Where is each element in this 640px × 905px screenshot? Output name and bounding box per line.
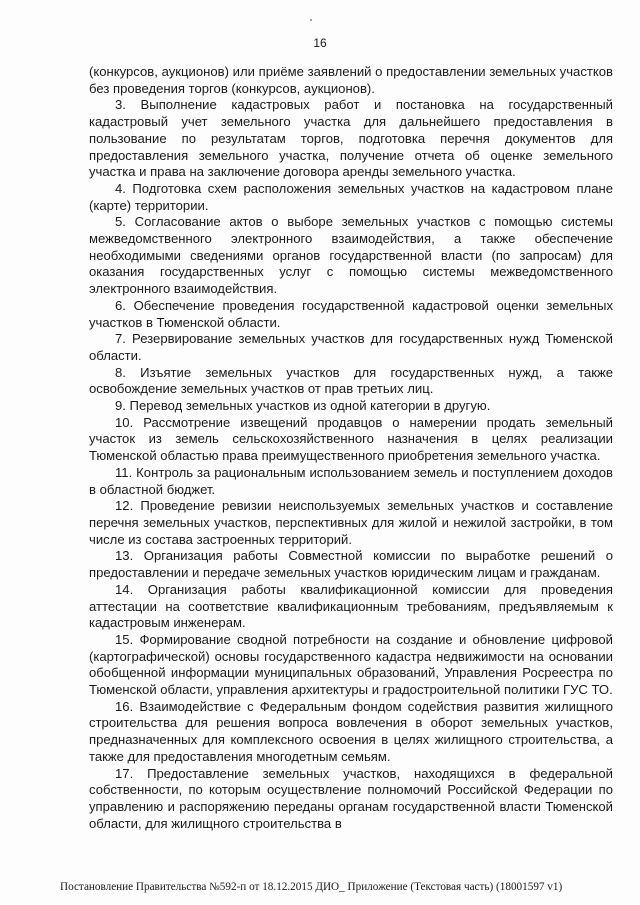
paragraph-continuation: (конкурсов, аукционов) или приёме заявлений о предоставлении земельных участков без проведения торгов (конкурсов, аукционов). [89, 64, 613, 96]
document-footer: Постановление Правительства №592-п от 18.12.2015 ДИО_ Приложение (Текстовая часть) (18001597 v1) [60, 881, 563, 893]
paragraph-item-6: 6. Обеспечение проведения государственной кадастровой оценки земельных участков в Тюменской области. [89, 297, 613, 330]
document-body [89, 64, 613, 832]
page-number: 16 [313, 36, 327, 50]
paragraph-item-15: 15. Формирование сводной потребности на создание и обновление цифровой (картографической) основы государственного кадастра недвижимости на основании обобщенной информации муниципальных образований, Управления Росреестра по Тюменской области, управления архитектуры и градостроительной политики ГУС ТО. [89, 631, 613, 698]
scan-speck [310, 19, 312, 21]
paragraph-item-8: 8. Изъятие земельных участков для государственных нужд, а также освобождение земельных участков от прав третьих лиц. [89, 364, 613, 397]
paragraph-item-17: 17. Предоставление земельных участков, находящихся в федеральной собственности, по которым осуществление полномочий Российской Федерации по управлению и распоряжению переданы органам государственной власти Тюменской области, для жилищного строительства в [89, 765, 613, 831]
paragraph-item-9: 9. Перевод земельных участков из одной категории в другую. [115, 398, 491, 414]
paragraph-item-10: 10. Рассмотрение извещений продавцов о намерении продать земельный участок из земель сельскохозяйственного назначения в целях реализации Тюменской областью права преимущественного приобретения земельного участка. [89, 414, 613, 464]
paragraph-item-14: 14. Организация работы квалификационной комиссии для проведения аттестации на соответствие квалификационным требованиям, предъявляемым к кадастровым инженерам. [89, 581, 613, 631]
paragraph-item-13: 13. Организация работы Совместной комиссии по выработке решений о предоставлении и передаче земельных участков юридическим лицам и гражданам. [89, 548, 613, 581]
paragraph-item-3: 3. Выполнение кадастровых работ и постановка на государственный кадастровый учет земельного участка для дальнейшего предоставления в пользование по результатам торгов, подготовка перечня документов для предоставления земельного участка, получение отчета об оценке земельного участка и права на заключение договора аренды земельного участка. [89, 97, 613, 180]
paragraph-item-12: 12. Проведение ревизии неиспользуемых земельных участков и составление перечня земельных участков, перспективных для жилой и нежилой застройки, в том числе из состава застроенных территорий. [89, 498, 613, 547]
paragraph-item-7: 7. Резервирование земельных участков для государственных нужд Тюменской области. [89, 331, 613, 363]
paragraph-item-11: 11. Контроль за рациональным использованием земель и поступлением доходов в областной бюджет. [89, 464, 613, 497]
paragraph-item-5: 5. Согласование актов о выборе земельных участков с помощью системы межведомственного электронного взаимодействия, а также обеспечение необходимыми сведениями органов государственной власти (по запросам) для оказания государственных услуг с помощью системы межведомственного электронного взаимодействия. [89, 214, 613, 297]
paragraph-item-4: 4. Подготовка схем расположения земельных участков на кадастровом плане (карте) территории. [89, 180, 613, 213]
paragraph-item-16: 16. Взаимодействие с Федеральным фондом содействия развития жилищного строительства для решения вопроса вовлечения в оборот земельных участков, предназначенных для комплексного освоения в целях жилищного строительства, а также для предоставления многодетным семьям. [89, 698, 613, 764]
